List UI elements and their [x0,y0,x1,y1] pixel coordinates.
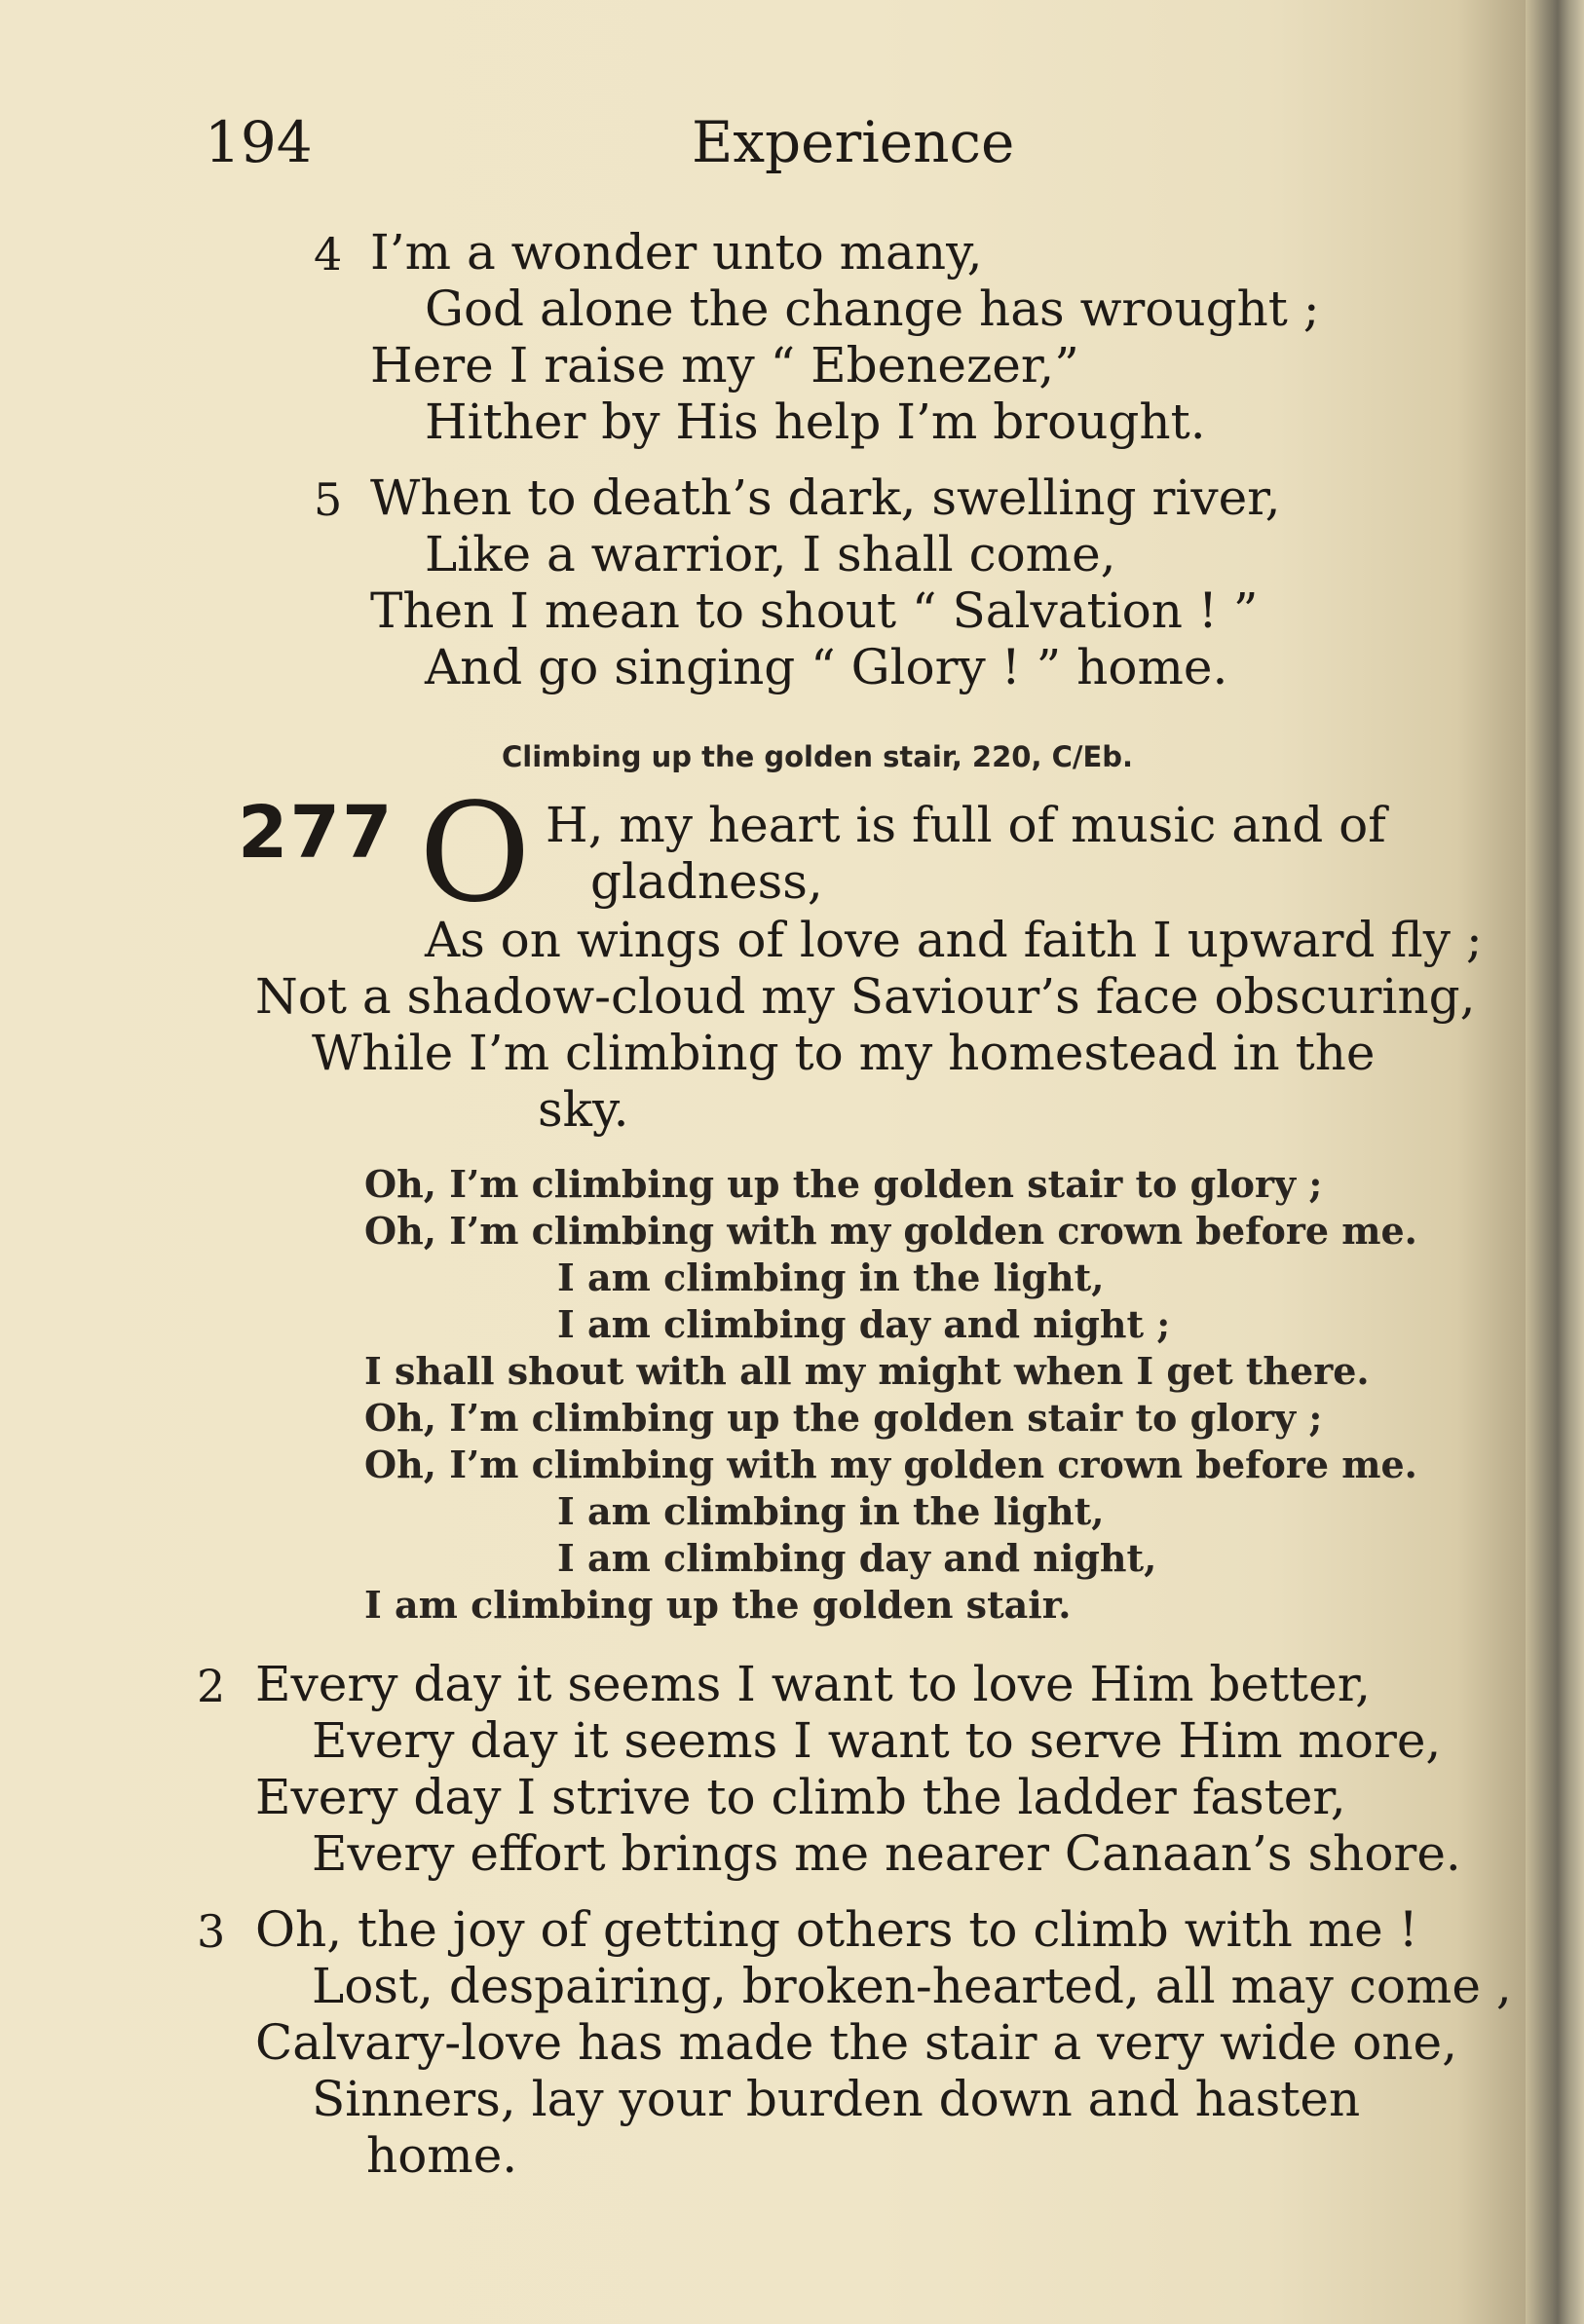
verse-2-line-4: Every effort brings me nearer Canaan’s shore. [312,1825,1461,1882]
chorus-line-3: I am climbing in the light, [557,1256,1105,1299]
chorus-line-1: Oh, I’m climbing up the golden stair to glory ; [364,1162,1323,1206]
tune-reference: Climbing up the golden stair, 220, C/Eb. [502,740,1134,773]
verse-4-line-1: I’m a wonder unto many, [370,224,983,281]
verse-5-line-1: When to death’s dark, swelling river, [370,469,1281,526]
hymn-number: 277 [238,791,395,875]
verse-1-line-3: As on wings of love and faith I upward fly ; [425,912,1483,968]
verse-1-line-5: While I’m climbing to my homestead in the [312,1025,1376,1081]
page-title: Experience [692,109,1015,175]
page-header [205,109,1042,187]
chorus-line-10: I am climbing up the golden stair. [364,1583,1072,1627]
page-number: 194 [205,109,313,175]
verse-3-line-5: home. [366,2127,518,2184]
verse-3-line-3: Calvary-love has made the stair a very wide one, [255,2014,1458,2071]
verse-1-line-1: H, my heart is full of music and of [546,797,1386,853]
chorus-line-2: Oh, I’m climbing with my golden crown before me. [364,1209,1417,1253]
verse-5-line-4: And go singing “ Glory ! ” home. [425,639,1228,695]
verse-5-line-2: Like a warrior, I shall come, [425,526,1116,582]
chorus-line-5: I shall shout with all my might when I get there. [364,1349,1370,1393]
verse-2-line-2: Every day it seems I want to serve Him more, [312,1712,1442,1769]
verse-3-line-2: Lost, despairing, broken-hearted, all may come , [312,1958,1512,2014]
verse-5-line-3: Then I mean to shout “ Salvation ! ” [370,582,1259,639]
verse-number-5: 5 [314,473,343,526]
verse-2-line-1: Every day it seems I want to love Him better, [255,1656,1372,1712]
verse-3-line-1: Oh, the joy of getting others to climb with me ! [255,1901,1418,1958]
verse-3-line-4: Sinners, lay your burden down and hasten [312,2071,1361,2127]
verse-1-line-4: Not a shadow-cloud my Saviour’s face obscuring, [255,968,1476,1025]
verse-1-line-6: sky. [538,1081,629,1138]
chorus-line-7: Oh, I’m climbing with my golden crown before me. [364,1443,1417,1486]
verse-4-line-3: Here I raise my “ Ebenezer,” [370,337,1079,394]
verse-1-line-2: gladness, [590,853,823,910]
verse-number-2: 2 [197,1660,226,1712]
verse-number-3: 3 [197,1905,226,1958]
verse-4-line-2: God alone the change has wrought ; [425,281,1320,337]
verse-2-line-3: Every day I strive to climb the ladder faster, [255,1769,1346,1825]
chorus-line-9: I am climbing day and night, [557,1536,1157,1580]
verse-4-line-4: Hither by His help I’m brought. [425,394,1206,450]
chorus-line-8: I am climbing in the light, [557,1489,1105,1533]
drop-cap: O [419,774,531,933]
chorus-line-6: Oh, I’m climbing up the golden stair to glory ; [364,1396,1323,1440]
chorus-line-4: I am climbing day and night ; [557,1302,1171,1346]
page-gutter [1526,0,1584,2324]
verse-number-4: 4 [314,228,343,281]
